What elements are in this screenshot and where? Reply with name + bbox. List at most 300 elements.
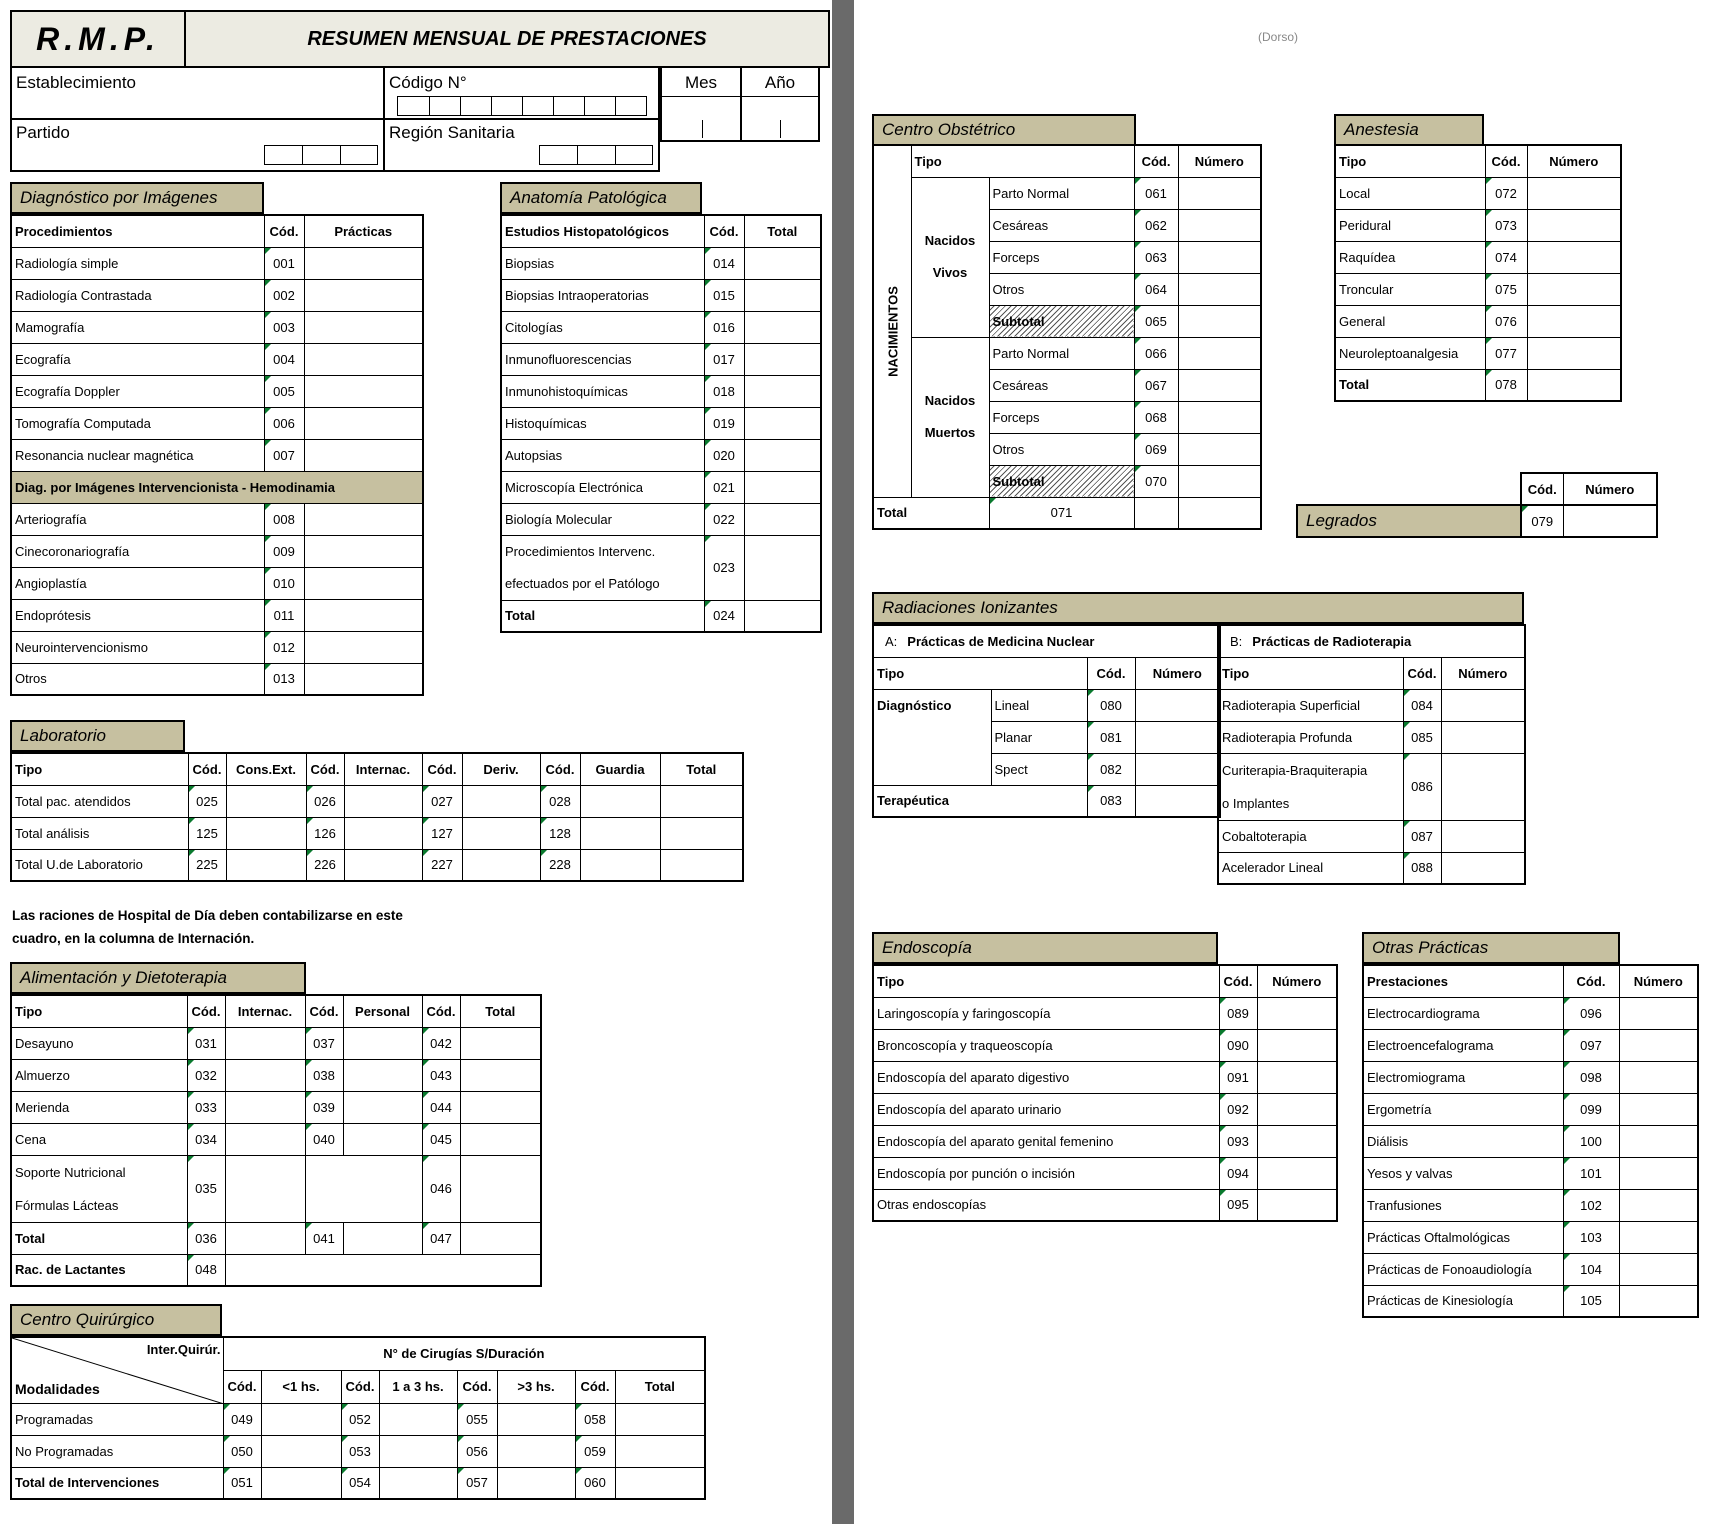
- value-cell[interactable]: [1441, 852, 1525, 884]
- value-cell[interactable]: [1619, 1093, 1698, 1125]
- col-tipo: Tipo: [11, 995, 187, 1027]
- table-row: [1363, 1125, 1698, 1157]
- value-cell[interactable]: [1619, 1285, 1698, 1317]
- col-deriv: Deriv.: [462, 753, 540, 785]
- diagnostico-label: Diagnóstico: [873, 689, 991, 785]
- value-cell[interactable]: [1527, 209, 1621, 241]
- value-cell[interactable]: [497, 1467, 575, 1499]
- table-row: [1335, 209, 1621, 241]
- row-code: 034: [187, 1123, 225, 1155]
- col-cod: Cód.: [187, 995, 225, 1027]
- value-cell[interactable]: [1527, 305, 1621, 337]
- section-anatomia-title: Anatomía Patológica: [500, 182, 702, 214]
- partido-field[interactable]: [10, 120, 385, 172]
- value-cell[interactable]: [304, 535, 423, 567]
- alimentacion-table: [10, 994, 542, 1287]
- value-cell[interactable]: [343, 1059, 422, 1091]
- value-cell[interactable]: [379, 1435, 457, 1467]
- row-code: 022: [704, 503, 744, 535]
- row-label: Radioterapia Profunda: [1218, 721, 1403, 753]
- value-cell[interactable]: [225, 1155, 305, 1222]
- row-label: Ecografía: [11, 343, 264, 375]
- row-code: 228: [540, 849, 580, 881]
- value-cell[interactable]: [304, 503, 423, 535]
- value-cell[interactable]: [1619, 1221, 1698, 1253]
- row-label: Broncoscopía y traqueoscopía: [873, 1029, 1219, 1061]
- header-title-box: [186, 10, 830, 68]
- value-cell[interactable]: [379, 1467, 457, 1499]
- col-lt1h: <1 hs.: [261, 1370, 341, 1403]
- row-label: Autopsias: [501, 439, 704, 471]
- value-cell[interactable]: [1619, 997, 1698, 1029]
- row-code: 018: [704, 375, 744, 407]
- row-label: Endoscopía del aparato urinario: [873, 1093, 1219, 1125]
- value-cell[interactable]: [261, 1467, 341, 1499]
- row-code: 048: [187, 1254, 225, 1286]
- col-tipo: Tipo: [1335, 145, 1485, 177]
- imagenes-head-proc: Procedimientos: [11, 215, 264, 247]
- value-cell[interactable]: [1619, 1029, 1698, 1061]
- row-code: 042: [422, 1027, 460, 1059]
- region-field[interactable]: [385, 120, 660, 172]
- quirurgico-table: [10, 1336, 706, 1500]
- row-label: Resonancia nuclear magnética: [11, 439, 264, 471]
- row-code: 095: [1219, 1189, 1257, 1221]
- value-cell[interactable]: [462, 817, 540, 849]
- value-cell[interactable]: [660, 817, 743, 849]
- value-cell[interactable]: [1527, 337, 1621, 369]
- value-cell[interactable]: [744, 279, 821, 311]
- col-tipo: Tipo: [873, 657, 1087, 689]
- table-row: [1218, 689, 1525, 721]
- value-cell[interactable]: [744, 247, 821, 279]
- value-cell[interactable]: [1257, 997, 1337, 1029]
- col-cod: Cód.: [341, 1370, 379, 1403]
- table-row: [1363, 1093, 1698, 1125]
- table-row: [1335, 369, 1621, 401]
- value-cell[interactable]: [1527, 177, 1621, 209]
- value-cell[interactable]: [1178, 465, 1261, 497]
- row-code: 071: [989, 497, 1134, 529]
- value-cell[interactable]: [225, 1123, 305, 1155]
- value-cell[interactable]: [1178, 241, 1261, 273]
- anio-field[interactable]: [742, 68, 820, 142]
- value-cell[interactable]: [304, 567, 423, 599]
- value-cell[interactable]: [497, 1435, 575, 1467]
- row-code: 021: [704, 471, 744, 503]
- col-tipo: Tipo: [1218, 657, 1403, 689]
- row-label: Spect: [991, 753, 1087, 785]
- value-cell[interactable]: [1441, 689, 1525, 721]
- row-code: 065: [1134, 305, 1178, 337]
- row-code: 002: [264, 279, 304, 311]
- obstetrico-table: [872, 144, 1262, 530]
- anatomia-head: Estudios Histopatológicos: [501, 215, 704, 247]
- value-cell[interactable]: [304, 343, 423, 375]
- row-label: Peridural: [1335, 209, 1485, 241]
- row-code: 060: [575, 1467, 615, 1499]
- row-code: 097: [1563, 1029, 1619, 1061]
- table-row: [11, 1403, 705, 1435]
- row-code: 086: [1403, 753, 1441, 820]
- row-label: Total U.de Laboratorio: [11, 849, 188, 881]
- table-row: [11, 567, 423, 599]
- row-code: 040: [305, 1123, 343, 1155]
- value-cell[interactable]: [1257, 1061, 1337, 1093]
- table-row: [873, 785, 1220, 817]
- value-cell[interactable]: [226, 785, 306, 817]
- table-row: [11, 785, 743, 817]
- row-label: Laringoscopía y faringoscopía: [873, 997, 1219, 1029]
- table-row: [11, 817, 743, 849]
- establecimiento-label: Establecimiento: [16, 73, 137, 92]
- value-cell[interactable]: [225, 1091, 305, 1123]
- value-cell[interactable]: [1527, 273, 1621, 305]
- row-label: Neuroleptoanalgesia: [1335, 337, 1485, 369]
- row-code: 073: [1485, 209, 1527, 241]
- row-label: Forceps: [989, 241, 1134, 273]
- row-code: 035: [187, 1155, 225, 1222]
- value-cell[interactable]: [304, 375, 423, 407]
- col-cons-ext: Cons.Ext.: [226, 753, 306, 785]
- row-code: 043: [422, 1059, 460, 1091]
- value-cell[interactable]: [1619, 1061, 1698, 1093]
- row-label: Lineal: [991, 689, 1087, 721]
- table-row: [11, 1254, 541, 1286]
- value-cell[interactable]: [1619, 1253, 1698, 1285]
- value-cell[interactable]: [343, 1123, 422, 1155]
- value-cell[interactable]: [1135, 689, 1220, 721]
- col-1a3h: 1 a 3 hs.: [379, 1370, 457, 1403]
- value-cell[interactable]: [460, 1027, 541, 1059]
- empty-cell: [305, 1155, 422, 1222]
- value-cell[interactable]: [225, 1027, 305, 1059]
- value-cell[interactable]: [343, 1027, 422, 1059]
- value-cell[interactable]: [1178, 209, 1261, 241]
- value-cell[interactable]: [615, 1403, 705, 1435]
- row-label: Endoscopía del aparato genital femenino: [873, 1125, 1219, 1157]
- value-cell[interactable]: [744, 439, 821, 471]
- value-cell[interactable]: [1178, 401, 1261, 433]
- row-code: 084: [1403, 689, 1441, 721]
- value-cell[interactable]: [462, 785, 540, 817]
- value-cell[interactable]: [344, 785, 422, 817]
- row-code: 037: [305, 1027, 343, 1059]
- row-label: Total: [11, 1222, 187, 1254]
- value-cell[interactable]: [343, 1091, 422, 1123]
- col-numero: Número: [1257, 965, 1337, 997]
- table-row: [1363, 1061, 1698, 1093]
- section-otras-title: Otras Prácticas: [1362, 932, 1620, 964]
- legrados-table: [1520, 504, 1658, 538]
- col-internac: Internac.: [344, 753, 422, 785]
- col-cod: Cód.: [1403, 657, 1441, 689]
- value-cell[interactable]: [460, 1222, 541, 1254]
- region-boxes[interactable]: [539, 145, 653, 165]
- col-internac: Internac.: [225, 995, 305, 1027]
- row-code: 041: [305, 1222, 343, 1254]
- section-obstetrico-title: Centro Obstétrico: [872, 114, 1136, 146]
- row-code: 032: [187, 1059, 225, 1091]
- partido-boxes[interactable]: [264, 145, 378, 165]
- col-cod: Cód.: [306, 753, 344, 785]
- table-row: [11, 1155, 541, 1222]
- value-cell[interactable]: [580, 785, 660, 817]
- table-row: [873, 1029, 1337, 1061]
- header-logo-box: [10, 10, 186, 68]
- value-cell[interactable]: [225, 1222, 305, 1254]
- codigo-field[interactable]: [385, 68, 660, 120]
- value-cell[interactable]: [615, 1435, 705, 1467]
- row-code: 070: [1134, 465, 1178, 497]
- row-label: Raquídea: [1335, 241, 1485, 273]
- row-label: Endoscopía del aparato digestivo: [873, 1061, 1219, 1093]
- value-cell[interactable]: [1135, 753, 1220, 785]
- row-label: Cinecoronariografía: [11, 535, 264, 567]
- value-cell[interactable]: [744, 600, 821, 632]
- mes-label: Mes: [662, 68, 740, 97]
- value-cell[interactable]: [1257, 1093, 1337, 1125]
- table-row: [11, 1435, 705, 1467]
- value-cell[interactable]: [1619, 1189, 1698, 1221]
- value-cell[interactable]: [1257, 1189, 1337, 1221]
- dorso-label: (Dorso): [1258, 30, 1299, 44]
- table-row: [11, 375, 423, 407]
- row-code: 067: [1134, 369, 1178, 401]
- value-cell[interactable]: [580, 817, 660, 849]
- row-code: 052: [341, 1403, 379, 1435]
- anatomia-table: [500, 214, 822, 633]
- value-cell[interactable]: [1178, 273, 1261, 305]
- codigo-label: Código N°: [389, 73, 467, 92]
- col-cod: Cód.: [1134, 145, 1178, 177]
- value-cell[interactable]: [580, 849, 660, 881]
- value-cell[interactable]: [225, 1059, 305, 1091]
- row-code: 015: [704, 279, 744, 311]
- value-cell[interactable]: [1178, 305, 1261, 337]
- value-cell[interactable]: [1178, 433, 1261, 465]
- value-cell[interactable]: [343, 1222, 422, 1254]
- value-cell[interactable]: [615, 1467, 705, 1499]
- table-row: [1521, 505, 1657, 537]
- row-label: Radioterapia Superficial: [1218, 689, 1403, 721]
- section-legrados-title: Legrados: [1296, 504, 1522, 538]
- value-cell[interactable]: [460, 1123, 541, 1155]
- row-code: 094: [1219, 1157, 1257, 1189]
- row-code: 031: [187, 1027, 225, 1059]
- value-cell[interactable]: [1257, 1157, 1337, 1189]
- value-cell[interactable]: [744, 503, 821, 535]
- row-code: 058: [575, 1403, 615, 1435]
- row-code: 045: [422, 1123, 460, 1155]
- table-row: [11, 343, 423, 375]
- row-label: Prácticas de Fonoaudiología: [1363, 1253, 1563, 1285]
- col-cod: Cód.: [1219, 965, 1257, 997]
- table-row: [501, 311, 821, 343]
- value-cell[interactable]: [1563, 505, 1657, 537]
- value-cell[interactable]: [344, 817, 422, 849]
- hemodinamia-band: Diag. por Imágenes Intervencionista - Hemodinamia: [11, 471, 423, 503]
- row-label: Radiología simple: [11, 247, 264, 279]
- mes-field[interactable]: [660, 68, 742, 142]
- col-cod: Cód.: [575, 1370, 615, 1403]
- table-row: [1363, 997, 1698, 1029]
- value-cell[interactable]: [304, 439, 423, 471]
- row-code: 008: [264, 503, 304, 535]
- row-code: 099: [1563, 1093, 1619, 1125]
- row-code: 087: [1403, 820, 1441, 852]
- table-row: [11, 247, 423, 279]
- table-row: [11, 503, 423, 535]
- value-cell[interactable]: [304, 247, 423, 279]
- value-cell[interactable]: [744, 407, 821, 439]
- row-label: Desayuno: [11, 1027, 187, 1059]
- col-numero: Número: [1178, 145, 1261, 177]
- row-code: 103: [1563, 1221, 1619, 1253]
- table-row: [11, 1467, 705, 1499]
- row-code: 005: [264, 375, 304, 407]
- row-code: 044: [422, 1091, 460, 1123]
- value-cell[interactable]: [304, 663, 423, 695]
- value-cell[interactable]: [744, 311, 821, 343]
- value-cell[interactable]: [304, 631, 423, 663]
- value-cell[interactable]: [744, 375, 821, 407]
- row-code: 066: [1134, 337, 1178, 369]
- row-code: 081: [1087, 721, 1135, 753]
- codigo-boxes[interactable]: [397, 96, 647, 116]
- value-cell[interactable]: [1134, 497, 1178, 529]
- row-label: Otras endoscopías: [873, 1189, 1219, 1221]
- value-cell[interactable]: [744, 343, 821, 375]
- row-label: Procedimientos Intervenc. efectuados por el Patólogo: [501, 535, 704, 600]
- value-cell[interactable]: [225, 1254, 541, 1286]
- col-cod: Cód.: [422, 995, 460, 1027]
- col-gt3h: >3 hs.: [497, 1370, 575, 1403]
- value-cell[interactable]: [1441, 721, 1525, 753]
- value-cell[interactable]: [497, 1403, 575, 1435]
- row-label: Electroencefalograma: [1363, 1029, 1563, 1061]
- col-practicas: Prácticas: [304, 215, 423, 247]
- row-label: Forceps: [989, 401, 1134, 433]
- table-row: [1335, 177, 1621, 209]
- table-row: [873, 1061, 1337, 1093]
- row-label: Neurointervencionismo: [11, 631, 264, 663]
- value-cell[interactable]: [226, 817, 306, 849]
- radiaciones-b-header: B: Prácticas de Radioterapia: [1218, 625, 1525, 657]
- col-guardia: Guardia: [580, 753, 660, 785]
- row-label: Terapéutica: [873, 785, 1087, 817]
- col-numero: Número: [1527, 145, 1621, 177]
- value-cell[interactable]: [261, 1435, 341, 1467]
- value-cell[interactable]: [1441, 820, 1525, 852]
- value-cell[interactable]: [1135, 785, 1220, 817]
- inter-quirur-label: Inter.Quirúr.: [146, 1342, 221, 1357]
- row-label: Programadas: [11, 1403, 223, 1435]
- value-cell[interactable]: [744, 535, 821, 600]
- row-code: 093: [1219, 1125, 1257, 1157]
- table-row: [873, 497, 1261, 529]
- nacidos-muertos-label: Nacidos Muertos: [911, 337, 989, 497]
- value-cell[interactable]: [304, 407, 423, 439]
- value-cell[interactable]: [1257, 1125, 1337, 1157]
- row-label: Ergometría: [1363, 1093, 1563, 1125]
- row-code: 024: [704, 600, 744, 632]
- value-cell[interactable]: [1135, 721, 1220, 753]
- row-label: Mamografía: [11, 311, 264, 343]
- row-label: Almuerzo: [11, 1059, 187, 1091]
- value-cell[interactable]: [1619, 1157, 1698, 1189]
- row-code: 023: [704, 535, 744, 600]
- table-row: [501, 279, 821, 311]
- value-cell[interactable]: [660, 849, 743, 881]
- col-cod: Cód.: [1563, 965, 1619, 997]
- value-cell[interactable]: [460, 1155, 541, 1222]
- row-code: 089: [1219, 997, 1257, 1029]
- value-cell[interactable]: [462, 849, 540, 881]
- value-cell[interactable]: [1178, 337, 1261, 369]
- row-code: 051: [223, 1467, 261, 1499]
- table-row: [1218, 753, 1525, 820]
- col-total: Total: [615, 1370, 705, 1403]
- establecimiento-field[interactable]: [10, 68, 385, 120]
- value-cell[interactable]: [304, 311, 423, 343]
- col-total: Total: [460, 995, 541, 1027]
- value-cell[interactable]: [261, 1403, 341, 1435]
- value-cell[interactable]: [660, 785, 743, 817]
- value-cell[interactable]: [226, 849, 306, 881]
- table-row: [501, 375, 821, 407]
- value-cell[interactable]: [304, 599, 423, 631]
- nacimientos-cell: [873, 145, 911, 497]
- value-cell[interactable]: [460, 1091, 541, 1123]
- col-tipo: Tipo: [911, 145, 1134, 177]
- note-line-1: Las raciones de Hospital de Día deben contabilizarse en este: [12, 908, 403, 923]
- col-cod: Cód.: [704, 215, 744, 247]
- col-cod: Cód.: [1485, 145, 1527, 177]
- form-back-page: [854, 0, 1727, 1524]
- value-cell[interactable]: [1178, 177, 1261, 209]
- value-cell[interactable]: [1619, 1125, 1698, 1157]
- row-label: Electrocardiograma: [1363, 997, 1563, 1029]
- row-label: Inmunofluorescencias: [501, 343, 704, 375]
- value-cell[interactable]: [744, 471, 821, 503]
- row-code: 038: [305, 1059, 343, 1091]
- value-cell[interactable]: [1527, 241, 1621, 273]
- col-cod: Cód.: [457, 1370, 497, 1403]
- value-cell[interactable]: [1441, 753, 1525, 820]
- row-code: 053: [341, 1435, 379, 1467]
- col-total: Total: [744, 215, 821, 247]
- row-label: Otros: [11, 663, 264, 695]
- row-code: 096: [1563, 997, 1619, 1029]
- value-cell[interactable]: [344, 849, 422, 881]
- page-title: RESUMEN MENSUAL DE PRESTACIONES: [307, 28, 707, 50]
- value-cell[interactable]: [379, 1403, 457, 1435]
- value-cell[interactable]: [304, 279, 423, 311]
- value-cell[interactable]: [460, 1059, 541, 1091]
- row-label: Citologías: [501, 311, 704, 343]
- value-cell[interactable]: [1257, 1029, 1337, 1061]
- row-code: 100: [1563, 1125, 1619, 1157]
- table-row: [1363, 1157, 1698, 1189]
- value-cell[interactable]: [1178, 369, 1261, 401]
- row-code: 104: [1563, 1253, 1619, 1285]
- row-code: 064: [1134, 273, 1178, 305]
- section-laboratorio-title: Laboratorio: [10, 720, 185, 752]
- value-cell[interactable]: [1527, 369, 1621, 401]
- row-label: Cesáreas: [989, 369, 1134, 401]
- row-label: Biología Molecular: [501, 503, 704, 535]
